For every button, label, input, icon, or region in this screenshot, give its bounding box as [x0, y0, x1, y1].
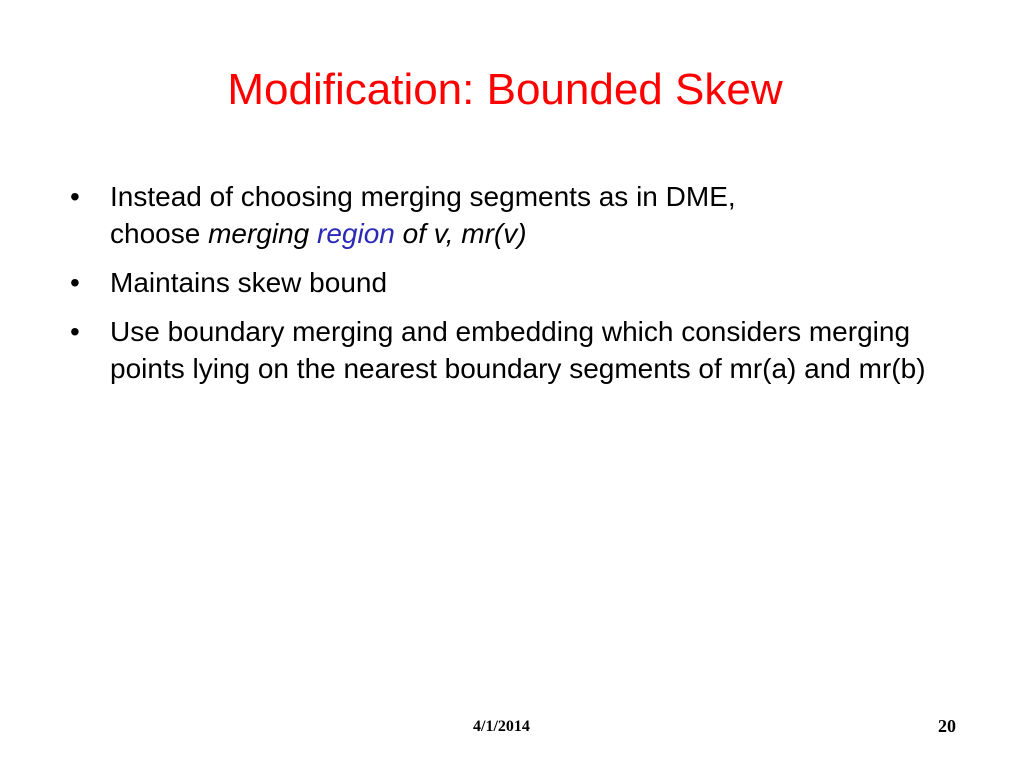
bullet-marker: •	[70, 267, 80, 298]
bullet-1-line1: Instead of choosing merging segments as in DME,	[110, 181, 736, 212]
bullet-list	[70, 178, 930, 399]
page-number: 20	[938, 716, 956, 736]
bullet-1-merging: merging	[208, 218, 310, 249]
footer-date: 4/1/2014	[473, 718, 530, 735]
bullet-1-region: region	[317, 218, 395, 249]
bullet-item-3	[70, 313, 930, 387]
bullet-1-suffix: of v, mr(v)	[394, 218, 527, 249]
slide-title: Modification: Bounded Skew	[227, 65, 783, 114]
bullet-2-text: Maintains skew bound	[110, 267, 388, 298]
bullet-item-2	[70, 264, 930, 301]
bullet-item-1	[70, 178, 930, 252]
bullet-marker: •	[70, 316, 80, 347]
bullet-3-text: Use boundary merging and embedding which considers merging points lying on the nearest boundary segments of mr(a) and mr(b)	[110, 316, 926, 384]
bullet-marker: •	[70, 181, 80, 212]
bullet-1-prefix: choose	[110, 218, 209, 249]
